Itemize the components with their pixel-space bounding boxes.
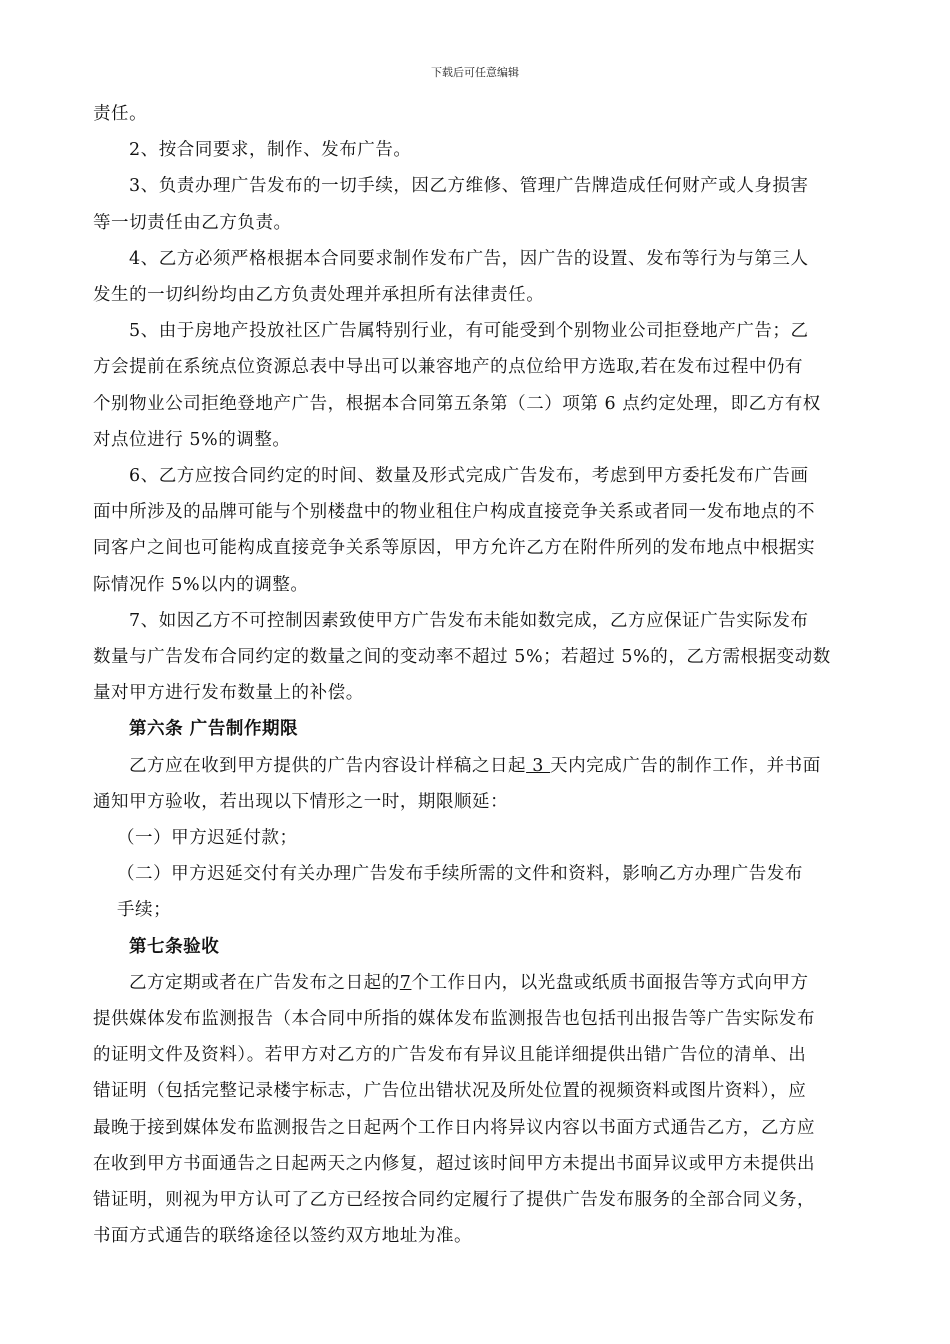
text-line: 同客户之间也可能构成直接竞争关系等原因，甲方允许乙方在附件所列的发布地点中根据实 (93, 538, 815, 559)
clause-6: 6、乙方应按合同约定的时间、数量及形式完成广告发布，考虑到甲方委托发布广告画 (129, 466, 809, 487)
text-line: 的证明文件及资料）。若甲方对乙方的广告发布有异议且能详细提供出错广告位的清单、出 (93, 1045, 807, 1066)
text-line: 方会提前在系统点位资源总表中导出可以兼容地产的点位给甲方选取,若在发布过程中仍有 (93, 357, 804, 378)
text-line: 错证明，则视为甲方认可了乙方已经按合同约定履行了提供广告发布服务的全部合同义务， (93, 1190, 815, 1211)
text-span: 乙方应在收到甲方提供的广告内容设计样稿之日起 (129, 755, 527, 776)
item-1: （一）甲方迟延付款； (117, 828, 298, 849)
document-body (93, 96, 861, 1255)
article-7-heading: 第七条验收 (129, 936, 220, 957)
text-line: 错证明（包括完整记录楼宇标志，广告位出错状况及所处位置的视频资料或图片资料），应 (93, 1081, 807, 1102)
page-header: 下载后可任意编辑 (431, 66, 519, 79)
text-line: 发生的一切纠纷均由乙方负责处理并承担所有法律责任。 (93, 285, 545, 306)
clause-3: 3、负责办理广告发布的一切手续，因乙方维修、管理广告牌造成任何财产或人身损害 (129, 176, 809, 197)
text-line: 量对甲方进行发布数量上的补偿。 (93, 683, 364, 704)
article-6-body (93, 748, 861, 784)
text-line: 责任。 (93, 104, 148, 124)
text-line: 际情况作 5%以内的调整。 (93, 574, 309, 595)
workdays-value: 7 (399, 972, 412, 993)
clause-2: 2、按合同要求，制作、发布广告。 (129, 140, 412, 161)
text-line: 个别物业公司拒绝登地产广告，根据本合同第五条第（二）项第 6 点约定处理，即乙方有权 (93, 393, 821, 414)
text-line: 等一切责任由乙方负责。 (93, 212, 292, 233)
text-line: 提供媒体发布监测报告（本合同中所指的媒体发布监测报告也包括刊出报告等广告实际发布 (93, 1009, 815, 1030)
text-line: 书面方式通告的联络途径以签约双方地址为准。 (93, 1226, 473, 1247)
text-line: 数量与广告发布合同约定的数量之间的变动率不超过 5%；若超过 5%的，乙方需根据变动数 (93, 647, 831, 668)
text-line: 手续； (117, 900, 172, 921)
text-span: 个工作日内，以光盘或纸质书面报告等方式向甲方 (411, 972, 809, 993)
text-line: 对点位进行 5%的调整。 (93, 429, 291, 450)
item-2: （二）甲方迟延交付有关办理广告发布手续所需的文件和资料，影响乙方办理广告发布 (117, 864, 803, 885)
text-line: 最晚于接到媒体发布监测报告之日起两个工作日内将异议内容以书面方式通告乙方，乙方应 (93, 1117, 815, 1138)
text-span: 天内完成广告的制作工作，并书面 (550, 755, 821, 776)
article-6-heading: 第六条 广告制作期限 (129, 719, 299, 740)
clause-5: 5、由于房地产投放社区广告属特别行业，有可能受到个别物业公司拒登地产广告；乙 (129, 321, 809, 342)
text-line: 面中所涉及的品牌可能与个别楼盘中的物业租住户构成直接竞争关系或者同一发布地点的不 (93, 502, 815, 523)
clause-7: 7、如因乙方不可控制因素致使甲方广告发布未能如数完成，乙方应保证广告实际发布 (129, 610, 809, 631)
clause-4: 4、乙方必须严格根据本合同要求制作发布广告，因广告的设置、发布等行为与第三人 (129, 248, 809, 269)
text-span: 乙方定期或者在广告发布之日起的 (129, 972, 400, 993)
days-value: 3 (526, 755, 551, 776)
text-line: 在收到甲方书面通告之日起两天之内修复，超过该时间甲方未提出书面异议或甲方未提供出 (93, 1153, 815, 1174)
text-line: 通知甲方验收，若出现以下情形之一时，期限顺延： (93, 791, 509, 812)
article-7-body (93, 965, 861, 1001)
